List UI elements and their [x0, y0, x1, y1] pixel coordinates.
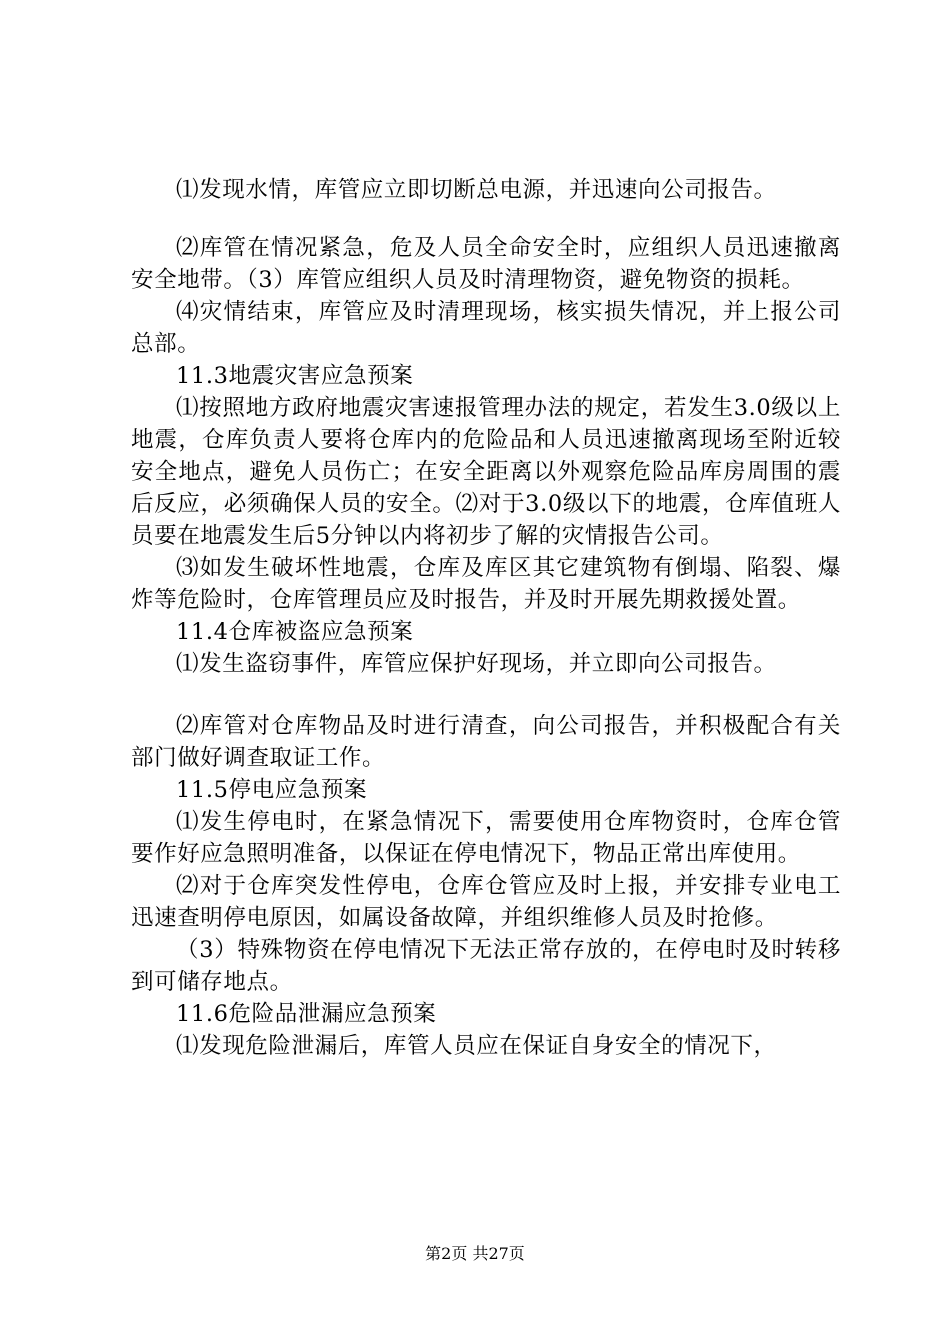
paragraph-theft-1: ⑴发生盗窃事件，库管应保护好现场，并立即向公司报告。 [176, 651, 777, 677]
paragraph-power-2: ⑵对于仓库突发性停电，仓库仓管应及时上报，并安排专业电工迅速查明停电原因，如属设备故障，并组织维修人员及时抢修。 [131, 873, 841, 931]
paragraph-theft-2: ⑵库管对仓库物品及时进行清查，向公司报告，并积极配合有关部门做好调查取证工作。 [131, 713, 841, 771]
paragraph-earthquake-1-2: ⑴按照地方政府地震灾害速报管理办法的规定，若发生3.0级以上地震，仓库负责人要将仓库内的危险品和人员迅速撤离现场至附近较安全地点，避免人员伤亡；在安全距离以外观察危险品库房周围的震后反应，必须确保人员的安全。⑵对于3.0级以下的地震，仓库值班人员要在地震发生后5分钟以内将初步了解的灾情报告公司。 [131, 395, 841, 549]
section-heading-theft: 11.4仓库被盗应急预案 [176, 619, 414, 645]
paragraph-power-3: （3）特殊物资在停电情况下无法正常存放的，在停电时及时转移到可储存地点。 [131, 937, 841, 995]
section-heading-hazard-leak: 11.6危险品泄漏应急预案 [176, 1001, 437, 1027]
paragraph-water-4: ⑷灾情结束，库管应及时清理现场，核实损失情况，并上报公司总部。 [131, 299, 841, 357]
paragraph-water-2-3: ⑵库管在情况紧急，危及人员全命安全时，应组织人员迅速撤离安全地带。（3）库管应组织人员及时清理物资，避免物资的损耗。 [131, 235, 841, 293]
paragraph-power-1: ⑴发生停电时，在紧急情况下，需要使用仓库物资时，仓库仓管要作好应急照明准备，以保证在停电情况下，物品正常出库使用。 [131, 809, 841, 867]
page-number-footer: 第2页 共27页 [425, 1244, 525, 1263]
document-body [131, 174, 841, 1062]
section-heading-power-outage: 11.5停电应急预案 [176, 777, 368, 803]
paragraph-water-1: ⑴发现水情，库管应立即切断总电源，并迅速向公司报告。 [176, 177, 777, 203]
paragraph-earthquake-3: ⑶如发生破坏性地震，仓库及库区其它建筑物有倒塌、陷裂、爆炸等危险时，仓库管理员应及时报告，并及时开展先期救援处置。 [131, 555, 841, 613]
paragraph-leak-1: ⑴发现危险泄漏后，库管人员应在保证自身安全的情况下， [176, 1033, 777, 1059]
section-heading-earthquake: 11.3地震灾害应急预案 [176, 363, 414, 389]
